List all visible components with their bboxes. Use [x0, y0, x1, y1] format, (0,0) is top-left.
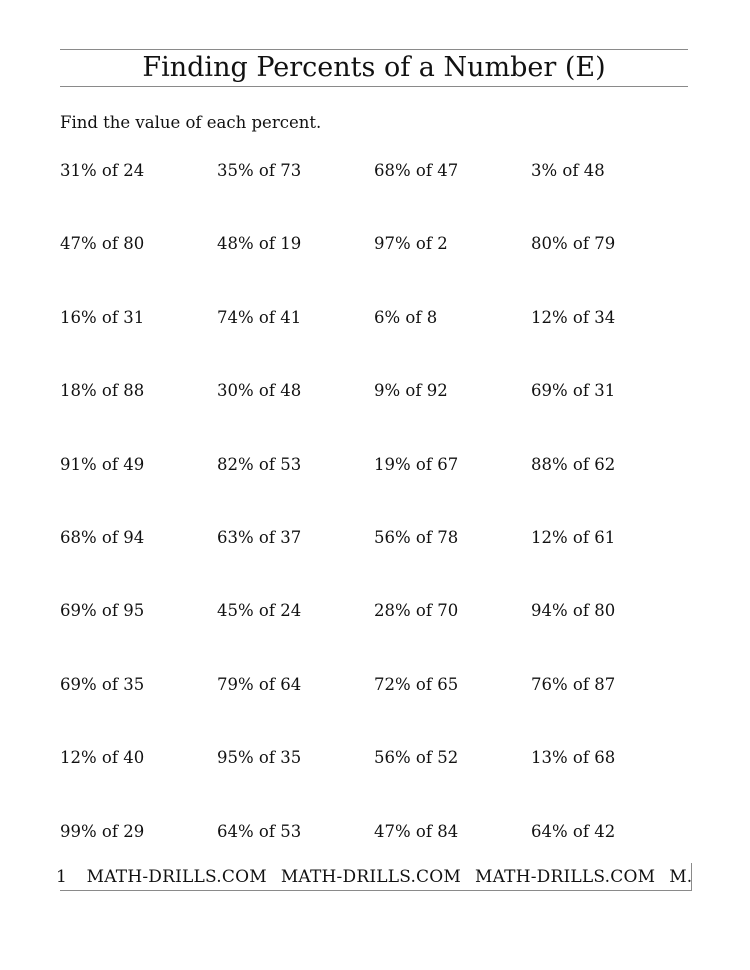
problem-item: 68% of 47 [374, 161, 459, 180]
problem-item: 63% of 37 [217, 527, 302, 547]
instructions-text: Find the value of each percent. [60, 113, 322, 132]
footer-watermark: MATH-DRILLS.COM [475, 867, 656, 887]
problem-item: 76% of 87 [531, 674, 616, 694]
problem-item: 79% of 64 [217, 674, 302, 694]
problem-item: 45% of 24 [217, 601, 302, 621]
footer-watermark: MATH-DRILLS.COM [86, 867, 267, 887]
worksheet-title: Finding Percents of a Number (E) [142, 52, 606, 83]
footer-text [56, 866, 692, 888]
problem-item: 94% of 80 [531, 601, 616, 621]
problem-item: 47% of 84 [374, 821, 459, 841]
problem-item: 3% of 48 [531, 161, 605, 180]
problem-item: 88% of 62 [531, 454, 616, 474]
problem-grid [60, 160, 688, 894]
problem-item: 12% of 40 [60, 748, 145, 768]
problem-item: 69% of 95 [60, 601, 145, 621]
footer-right-rule [691, 863, 692, 891]
problem-item: 69% of 35 [60, 674, 145, 694]
problem-item: 91% of 49 [60, 454, 145, 474]
problem-item: 18% of 88 [60, 381, 145, 401]
problem-item: 35% of 73 [217, 161, 302, 180]
problem-item: 30% of 48 [217, 381, 302, 401]
problem-item: 13% of 68 [531, 748, 616, 768]
problem-item: 28% of 70 [374, 601, 459, 621]
problem-item: 48% of 19 [217, 234, 302, 254]
problem-item: 9% of 92 [374, 381, 448, 401]
problem-item: 19% of 67 [374, 454, 459, 474]
problem-item: 74% of 41 [217, 307, 302, 327]
footer-bar [0, 863, 692, 891]
footer-watermark: M. [669, 867, 692, 887]
problem-item: 31% of 24 [60, 161, 145, 180]
problem-item: 97% of 2 [374, 234, 448, 254]
problem-item: 72% of 65 [374, 674, 459, 694]
problem-item: 68% of 94 [60, 527, 145, 547]
page-number: 1 [56, 867, 68, 887]
problem-item: 64% of 53 [217, 821, 302, 841]
footer-bottom-rule [60, 890, 692, 891]
problem-item: 64% of 42 [531, 821, 616, 841]
problem-item: 56% of 52 [374, 748, 459, 768]
footer-watermark: MATH-DRILLS.COM [280, 867, 462, 887]
problem-item: 69% of 31 [531, 381, 616, 401]
title-bottom-rule [60, 86, 688, 87]
problem-item: 56% of 78 [374, 527, 459, 547]
problem-item: 12% of 34 [531, 307, 616, 327]
problem-item: 6% of 8 [374, 307, 438, 327]
problem-item: 12% of 61 [531, 527, 616, 547]
problem-item: 82% of 53 [217, 454, 302, 474]
problem-item: 99% of 29 [60, 821, 145, 841]
problem-item: 80% of 79 [531, 234, 616, 254]
problem-item: 95% of 35 [217, 748, 302, 768]
problem-item: 47% of 80 [60, 234, 145, 254]
problem-item: 16% of 31 [60, 307, 145, 327]
